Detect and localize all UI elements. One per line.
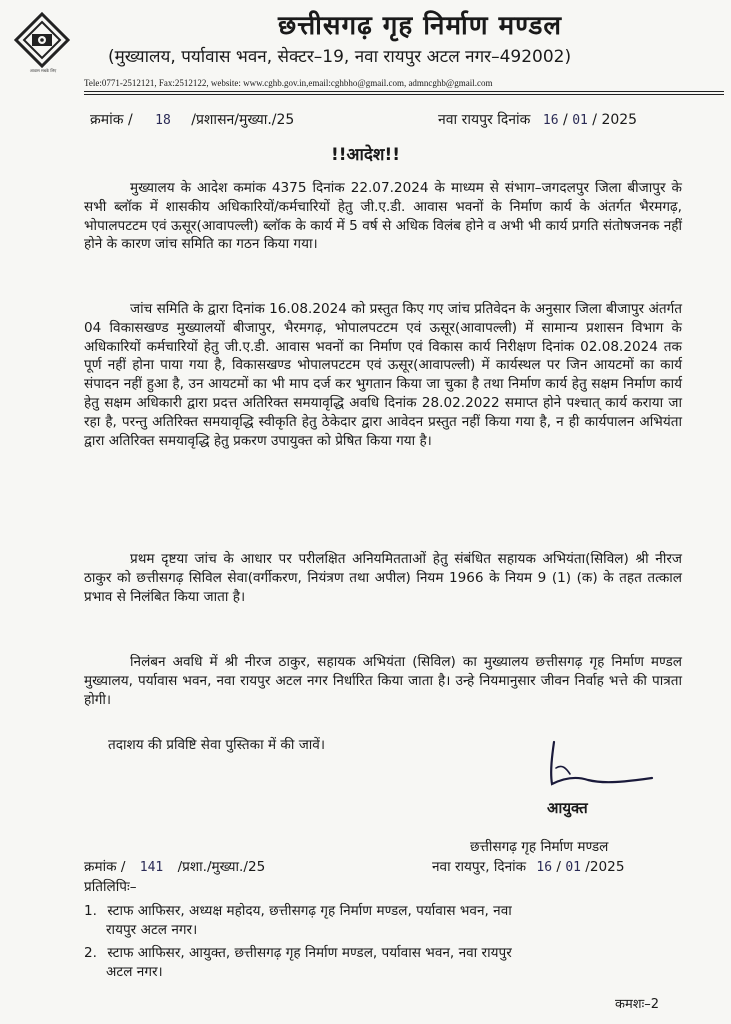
ref-handwritten-number: 141 (139, 860, 164, 875)
date-day: 16 (542, 113, 559, 128)
copy-to-item: 1. स्टाफ आफिसर, अध्यक्ष महोदय, छत्तीसगढ़ गृह निर्माण मण्डल, पर्यावास भवन, नवा रायपुर अटल नगर। (84, 903, 512, 938)
date-year: /2025 (585, 859, 625, 875)
date-month: 01 (572, 113, 588, 128)
ref-handwritten-number: 18 (155, 113, 171, 128)
paragraph-4: निलंबन अवधि में श्री नीरज ठाकुर, सहायक अभियंता (सिविल) का मुख्यालय छत्तीसगढ़ गृह निर्माण मण्डल मुख्यालय, पर्यावास भवन, नवा रायपुर अटल नगर निर्धारित किया जाता है। उन्हे नियमानुसार जीवन निर्वाह भत्ते की पात्रता होगी। (84, 654, 682, 708)
ref-section: /प्रशा./मुख्या./25 (177, 859, 266, 875)
logo-caption: आवास सबके लिए (29, 68, 57, 73)
organization-title: छत्तीसगढ़ गृह निर्माण मण्डल (277, 11, 563, 41)
signatory-organization: छत्तीसगढ़ गृह निर्माण मण्डल (470, 839, 609, 855)
order-heading: !!आदेश!! (331, 145, 400, 165)
date-label: नवा रायपुर, दिनांक (432, 859, 527, 875)
ref-prefix: क्रमांक / (90, 112, 133, 128)
ref-section: /प्रशासन/मुख्या./25 (191, 112, 295, 128)
header-rule-second (84, 94, 724, 95)
date-label: नवा रायपुर दिनांक (438, 112, 531, 128)
closing-line: तदाशय की प्रविष्टि सेवा पुस्तिका में की जावें। (108, 737, 326, 753)
continued-marker: कमशः–2 (615, 997, 659, 1012)
date-year: / 2025 (592, 112, 638, 128)
paragraph-2: जांच समिति के द्वारा दिनांक 16.08.2024 को प्रस्तुत किए गए जांच प्रतिवेदन के अनुसार जिला बीजापुर अंतर्गत 04 विकासखण्ड मुख्यालयों बीजापुर, भैरमगढ़, भोपालपटटम एवं ऊसूर(आवापल्ली) में सामान्य प्रशासन विभाग के अधिकारियों कर्मचारियों हेतु जी.ए.डी. आवास भवनों का निर्माण एवं विकास कार्य निरीक्षण दिनांक 02.08.2024 तक पूर्ण नहीं होना पाया गया है, विकासखण्ड भोपालपटटम एवं ऊसूर(आवापल्ली) में कार्यस्थल पर जिन आयटमों का कार्य संपादन नहीं हुआ है, उन आयटमों का भी माप दर्ज कर भुगतान किया जा चुका है तथा निर्माण कार्य हेतु सक्षम निर्माण कार्य हेतु सक्षम अधिकारी द्वारा प्रदत्त अतिरिक्त समयावृद्धि अवधि दिनांक 28.02.2022 समाप्त होने पश्चात् कार्य कराया जा रहा है, परन्तु अतिरिक्त समयावृद्धि स्वीकृति हेतु ठेकेदार द्वारा आवेदन प्रस्तुत नहीं किया गया है, न ही कार्यपालन अभियंता द्वारा अतिरिक्त समयावृद्धि हेतु प्रकरण उपायुक्त को प्रेषित किया गया है। (84, 301, 682, 449)
organization-address: (मुख्यालय, पर्यावास भवन, सेक्टर–19, नवा रायपुर अटल नगर–492002) (108, 47, 572, 67)
copy-to-label: प्रतिलिपिः– (84, 879, 137, 895)
contact-line: Tele:0771-2512121, Fax:2512122, website: www.cghb.gov.in,email:cghbho@gmail.com, admncghb@gmail.com (84, 78, 493, 88)
paragraph-1: मुख्यालय के आदेश कमांक 4375 दिनांक 22.07.2024 के माध्यम से संभाग–जगदलपुर जिला बीजापुर के सभी ब्लॉक में शासकीय अधिकारियों/कर्मचारियों हेतु जी.ए.डी. आवास भवनों के निर्माण कार्य के अंतर्गत भैरमगढ़, भोपालपटटम एवं ऊसूर(आवापल्ली) ब्लॉक के कार्य में 5 वर्ष से अधिक विलंब होने व अभी भी कार्य प्रगति संतोषजनक नहीं होने के कारण जांच समिति का गठन किया गया। (84, 180, 682, 253)
copy-to-item: 2. स्टाफ आफिसर, आयुक्त, छत्तीसगढ़ गृह निर्माण मण्डल, पर्यावास भवन, नवा रायपुर अटल नगर। (84, 945, 512, 980)
header-rule (84, 91, 724, 92)
date-month: 01 (565, 860, 581, 875)
ref-prefix: क्रमांक / (84, 859, 126, 875)
paragraph-3: प्रथम दृष्टया जांच के आधार पर परीलक्षित अनियमितताओं हेतु संबंधित सहायक अभियंता(सिविल) श्री नीरज ठाकुर को छत्तीसगढ़ सिविल सेवा(वर्गीकरण, नियंत्रण तथा अपील) नियम 1966 के नियम 9 (1) (क) के तहत तत्काल प्रभाव से निलंबित किया जाता है। (84, 551, 682, 605)
reference-date-2: नवा रायपुर, दिनांक 16 / 01 /2025 (432, 859, 625, 875)
reference-date-1: नवा रायपुर दिनांक 16 / 01 / 2025 (438, 112, 638, 128)
date-day: 16 (536, 860, 553, 875)
housing-board-logo (14, 12, 70, 68)
reference-number-1 (90, 110, 294, 129)
signatory-title: आयुक्त (547, 799, 588, 817)
reference-number-2 (84, 856, 265, 875)
handwritten-signature (540, 738, 660, 794)
